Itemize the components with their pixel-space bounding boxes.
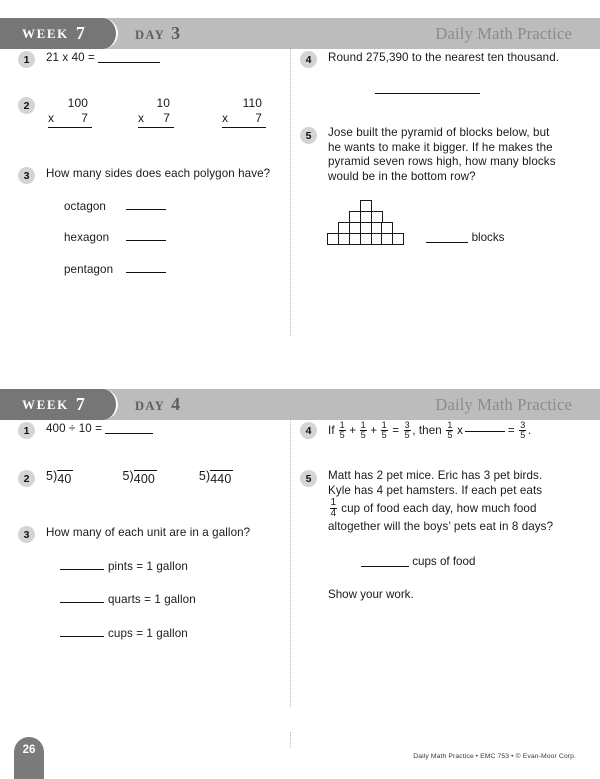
fraction-one-fifth: [339, 421, 346, 441]
divisor: 5: [46, 469, 54, 483]
multiplier: 7: [255, 111, 262, 125]
fraction-denominator: 5: [447, 430, 453, 440]
problem-3-body: [46, 166, 270, 277]
answer-blank[interactable]: [126, 240, 166, 241]
divisor: 5: [198, 469, 206, 483]
unit-label: cups = 1 gallon: [108, 626, 188, 640]
multiplier-line: [48, 111, 92, 128]
multiply-operator: x: [48, 111, 55, 125]
week-label: WEEK: [22, 396, 69, 412]
problem-2: [18, 469, 280, 487]
problem-5-line-1: Matt has 2 pet mice. Eric has 3 pet birds.: [328, 469, 543, 482]
pyramid-block: [392, 233, 404, 245]
pyramid-row: [328, 233, 404, 245]
unit-label: pints = 1 gallon: [108, 559, 188, 573]
unit-row: [60, 592, 250, 608]
problem-4-body: [328, 421, 531, 441]
problem-number-badge: 1: [18, 422, 35, 439]
dividend: 40: [57, 472, 72, 486]
answer-blank[interactable]: [105, 433, 153, 434]
problem-5-text: Jose built the pyramid of blocks below, but he wants to make it bigger. If he makes the pyramid seven rows high, how many blocks would be in the bottom row?: [328, 126, 556, 183]
problem-number-badge: 5: [300, 470, 317, 487]
division-bracket-icon: ): [129, 469, 134, 483]
banner-title: Daily Math Practice: [435, 394, 572, 414]
problem-5-line-3-text: cup of food each day, how much food: [341, 501, 537, 515]
problem-3-body: [46, 525, 250, 641]
section-body-day-3: [0, 18, 600, 348]
division-bracket-icon: ): [53, 469, 58, 483]
polygon-name: hexagon: [64, 231, 110, 244]
fraction-numerator: 1: [330, 496, 337, 508]
problem-3: [18, 166, 280, 277]
plus-operator: +: [349, 424, 357, 438]
problem-5-line-3: [328, 498, 566, 520]
problem-2: [18, 96, 280, 128]
answer-blank[interactable]: [98, 62, 160, 63]
footer-credit: Daily Math Practice • EMC 753 • © Evan-Moor Corp.: [413, 753, 576, 760]
answer-blank[interactable]: [60, 602, 104, 603]
multiply-operator: x: [222, 111, 229, 125]
fraction-denominator: 4: [330, 508, 337, 520]
polygon-row: [64, 199, 270, 215]
section-day-4: [0, 389, 600, 719]
problem-3: [18, 525, 280, 641]
problem-number-badge: 3: [18, 526, 35, 543]
problem-4-text: Round 275,390 to the nearest ten thousand.: [328, 51, 560, 64]
problem-5-body: [328, 469, 566, 535]
problem-4-connector: , then: [412, 424, 442, 438]
answer-blank[interactable]: [60, 636, 104, 637]
problem-1: [18, 50, 280, 68]
right-column-day-3: [300, 18, 585, 245]
column-divider: [290, 407, 291, 707]
problem-number-badge: 2: [18, 470, 35, 487]
multiplication-column: [48, 96, 92, 128]
left-column-day-3: [18, 18, 280, 277]
fraction-numerator: 1: [339, 419, 345, 430]
fraction-denominator: 5: [520, 430, 526, 440]
plus-operator: +: [370, 424, 378, 438]
section-day-3: [0, 18, 600, 348]
multiplicand: 100: [67, 96, 88, 110]
pyramid-answer-group: [328, 200, 585, 245]
multiply-operator: x: [456, 424, 463, 438]
problem-4: [300, 421, 585, 441]
day-label: DAY: [135, 28, 166, 42]
fraction-one-fifth: [446, 421, 453, 441]
unit-row: [60, 559, 250, 575]
answer-blank[interactable]: [361, 566, 409, 567]
multiplicand: 10: [156, 96, 170, 110]
fraction-one-fifth: [360, 421, 367, 441]
problem-3-text: How many of each unit are in a gallon?: [46, 526, 251, 539]
column-divider-bottom: [290, 732, 291, 748]
polygon-name: octagon: [64, 199, 106, 213]
problem-4: [300, 50, 585, 68]
unit-row: [60, 626, 250, 642]
problem-1-text: [46, 421, 153, 437]
polygon-row: [64, 262, 270, 278]
problem-2-body: [48, 96, 266, 128]
week-number: 7: [75, 394, 85, 414]
show-your-work-text: Show your work.: [328, 587, 414, 601]
problem-5-answer-label: cups of food: [412, 554, 476, 568]
problem-1-expression: 400 ÷ 10 =: [46, 422, 103, 435]
answer-blank[interactable]: [426, 242, 468, 243]
dividend: 440: [210, 472, 232, 486]
multiplier: 7: [81, 111, 88, 125]
problem-number-badge: 5: [300, 127, 317, 144]
answer-blank[interactable]: [126, 209, 166, 210]
fraction-numerator: 3: [520, 419, 526, 430]
polygon-name: pentagon: [64, 262, 114, 276]
polygon-row: [64, 230, 270, 246]
problem-number-badge: 4: [300, 422, 317, 439]
multiply-operator: x: [138, 111, 145, 125]
division-problem: [46, 469, 73, 487]
fraction-numerator: 1: [381, 419, 387, 430]
fraction-three-fifths: [519, 421, 526, 441]
multiplicand: 110: [242, 96, 262, 110]
banner-title: Daily Math Practice: [435, 23, 572, 43]
problem-number-badge: 3: [18, 167, 35, 184]
day-label: DAY: [135, 399, 166, 413]
problem-number-badge: 1: [18, 51, 35, 68]
problem-1: [18, 421, 280, 439]
problem-number-badge: 4: [300, 51, 317, 68]
multiplier-line: [222, 111, 266, 128]
fraction-one-fifth: [381, 421, 388, 441]
fraction-denominator: 5: [360, 430, 366, 440]
division-problem: [122, 469, 156, 487]
day-number: 3: [171, 23, 181, 43]
problem-5: [300, 126, 585, 184]
division-row: [46, 469, 233, 487]
problem-5-answer: [361, 555, 585, 568]
fraction-denominator: 5: [339, 430, 345, 440]
page-number-tab: 26: [14, 737, 44, 779]
unit-label: quarts = 1 gallon: [108, 593, 196, 606]
block-pyramid-diagram: [328, 200, 404, 245]
problem-1-text: [46, 50, 160, 66]
week-number: 7: [75, 23, 85, 43]
multiplication-column: [138, 96, 174, 128]
multiplier: 7: [163, 111, 170, 125]
fraction-numerator: 3: [404, 419, 410, 430]
week-label: WEEK: [22, 25, 69, 41]
problem-number-badge: 2: [18, 97, 35, 114]
answer-blank[interactable]: [375, 93, 480, 94]
multiplier-line: [138, 111, 174, 128]
fraction-denominator: 5: [404, 430, 410, 440]
dividend: 400: [133, 472, 155, 486]
equals-operator: =: [507, 424, 515, 438]
problem-1-expression: 21 x 40 =: [46, 51, 95, 64]
problem-5-line-4: altogether will the boys’ pets eat in 8 days?: [328, 520, 554, 534]
division-bracket-icon: ): [205, 469, 211, 483]
left-column-day-4: [18, 389, 280, 641]
fraction-three-fifths: [404, 421, 411, 441]
answer-blank[interactable]: [126, 272, 166, 273]
fraction-numerator: 1: [447, 419, 453, 430]
problem-5-line-2: Kyle has 4 pet hamsters. If each pet eats: [328, 483, 543, 497]
problem-2-body: [46, 469, 233, 487]
division-problem: [199, 469, 233, 487]
section-body-day-4: [0, 389, 600, 719]
answer-blank[interactable]: [465, 431, 505, 432]
answer-blank[interactable]: [60, 569, 104, 570]
equals-operator: =: [392, 424, 400, 438]
right-column-day-4: [300, 389, 585, 601]
multiplication-row: [48, 96, 266, 128]
problem-4-prefix: If: [328, 424, 335, 438]
divisor: 5: [122, 469, 130, 483]
day-number: 4: [171, 394, 181, 414]
fraction-denominator: 5: [381, 430, 387, 440]
fraction-numerator: 1: [360, 419, 366, 430]
problem-5: [300, 469, 585, 535]
problem-3-text: How many sides does each polygon have?: [46, 167, 271, 180]
column-divider: [290, 36, 291, 336]
multiplication-column: [222, 96, 266, 128]
pyramid-answer: [426, 231, 504, 245]
period: .: [527, 424, 532, 438]
fraction-one-fourth: [330, 498, 338, 520]
pyramid-answer-label: blocks: [471, 231, 505, 245]
